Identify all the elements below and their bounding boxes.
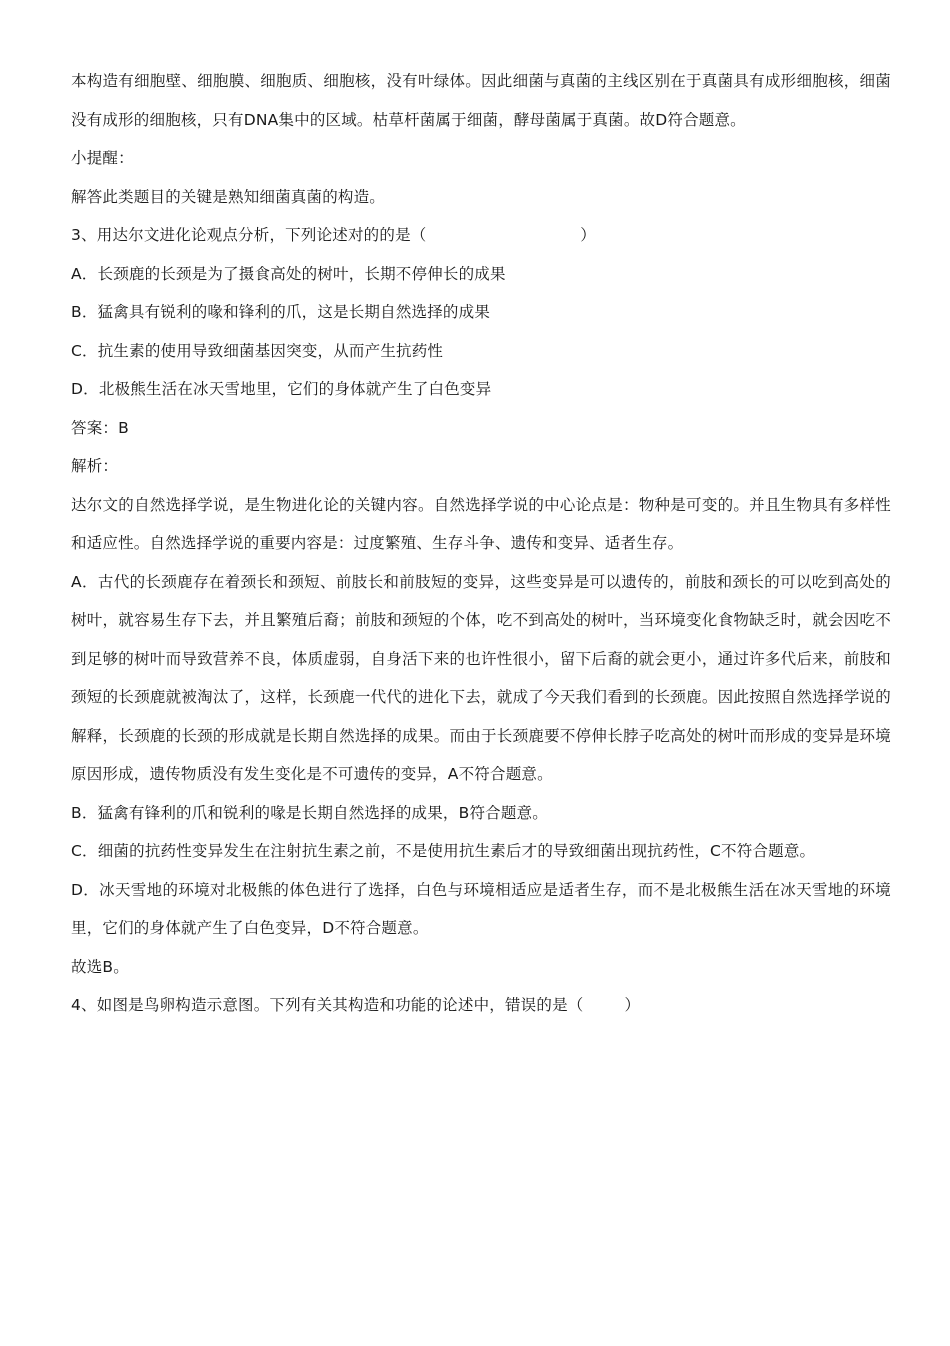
question-3-analysis-label: 解析：: [71, 457, 119, 475]
question-3-analysis-intro: 达尔文的自然选择学说，是生物进化论的关键内容。自然选择学说的中心论点是：物种是可变的。并且生物具有多样性和适应性。自然选择学说的重要内容是：过度繁殖、生存斗争、遗传和变异、适者生存。: [71, 495, 891, 552]
question-3-conclusion: 故选B。: [71, 957, 129, 976]
question-3-option-d: D．北极熊生活在冰天雪地里，它们的身体就产生了白色变异: [71, 380, 492, 398]
question-4-stem: 4、如图是鸟卵构造示意图。下列有关其构造和功能的论述中，错误的是（ ）: [71, 996, 641, 1014]
question-3-option-b: B．猛禽具有锐利的喙和锋利的爪，这是长期自然选择的成果: [71, 303, 491, 321]
document-page: [71, 62, 891, 1025]
question-3-analysis-a: A．古代的长颈鹿存在着颈长和颈短、前肢长和前肢短的变异，这些变异是可以遗传的，前肢和颈长的可以吃到高处的树叶，就容易生存下去，并且繁殖后裔；前肢和颈短的个体，吃不到高处的树叶，当环境变化食物缺乏时，就会因吃不到足够的树叶而导致营养不良，体质虚弱，自身活下来的也许性很小，留下后裔的就会更小，通过许多代后来，前肢和颈短的长颈鹿就被淘汰了，这样，长颈鹿一代代的进化下去，就成了今天我们看到的长颈鹿。因此按照自然选择学说的解释，长颈鹿的长颈的形成就是长期自然选择的成果。而由于长颈鹿要不停伸长脖子吃高处的树叶而形成的变异是环境原因形成，遗传物质没有发生变化是不可遗传的变异，A不符合题意。: [71, 572, 891, 783]
tip-text: 解答此类题目的关键是熟知细菌真菌的构造。: [71, 187, 386, 206]
question-3-analysis-d: D．冰天雪地的环境对北极熊的体色进行了选择，白色与环境相适应是适者生存，而不是北极熊生活在冰天雪地的环境里，它们的身体就产生了白色变异，D不符合题意。: [71, 880, 891, 937]
question-3-analysis-c: C．细菌的抗药性变异发生在注射抗生素之前，不是使用抗生素后才的导致细菌出现抗药性，C不符合题意。: [71, 842, 816, 860]
question-3-option-c: C．抗生素的使用导致细菌基因突变，从而产生抗药性: [71, 341, 444, 360]
intro-paragraph: 本构造有细胞壁、细胞膜、细胞质、细胞核，没有叶绿体。因此细菌与真菌的主线区别在于真菌具有成形细胞核，细菌没有成形的细胞核，只有DNA集中的区域。枯草杆菌属于细菌，酵母菌属于真菌。故D符合题意。: [71, 72, 891, 129]
question-4: [71, 986, 891, 1025]
question-3: [71, 216, 891, 986]
question-3-stem: 3、用达尔文进化论观点分析，下列论述对的的是（ ）: [71, 226, 596, 244]
question-3-answer: 答案：B: [71, 418, 129, 437]
tip-label: 小提醒：: [71, 149, 134, 167]
question-3-analysis-b: B．猛禽有锋利的爪和锐利的喙是长期自然选择的成果，B符合题意。: [71, 803, 548, 822]
question-3-option-a: A．长颈鹿的长颈是为了摄食高处的树叶，长期不停伸长的成果: [71, 264, 506, 283]
